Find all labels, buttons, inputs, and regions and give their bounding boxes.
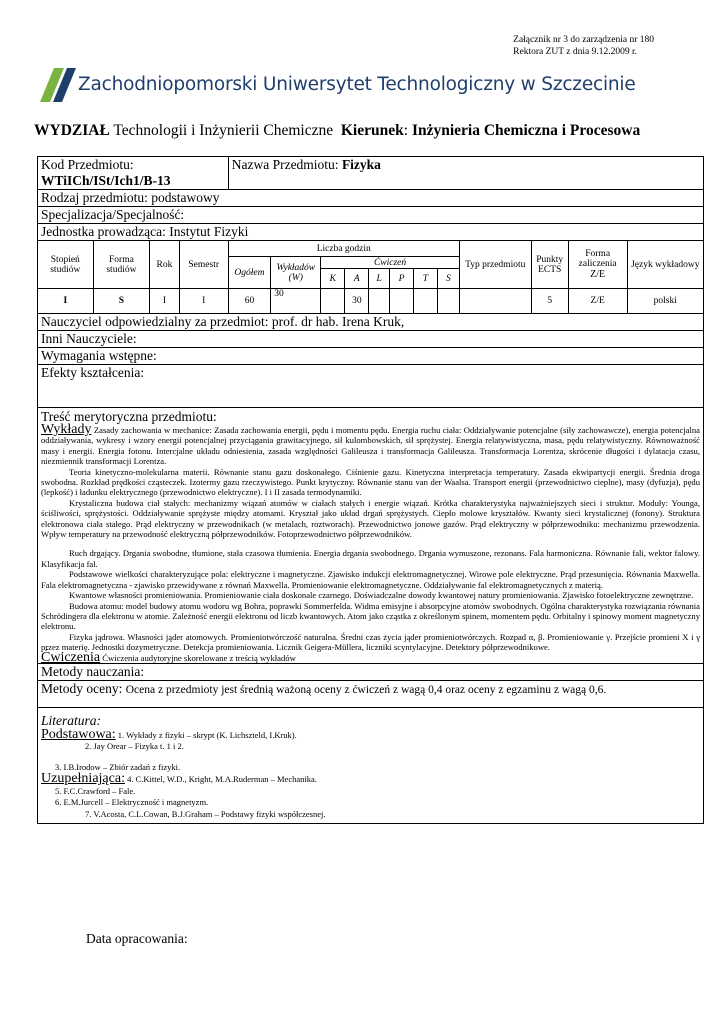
supp-item-4: 4. C.Kittel, W.D., Kright, M.A.Ruderman – Mechanika. — [127, 774, 317, 785]
hdr-credit-label: Forma zaliczenia — [578, 249, 617, 269]
hdr-exercises: Ćwiczeń — [321, 257, 459, 269]
annex-line-1: Załącznik nr 3 do zarządzenia nr 180 — [513, 35, 654, 45]
paragraph-3: Krystaliczna budowa ciał stałych: mechanizmy wiązań atomów w ciałach stałych i energie wiązań. Krótka charakterystyka najważniejszych sieci i struktur. Moduły: Younga, ściśliwości, sprężystości. Oddziaływanie sprężyste między atomami. Kryształ jako układ drgań sprężystych. Ciepło molowe kryształów. Kwanty sieci krystalicznej (fonony). Struktura elektronowa ciała stałego. Prąd elektryczny w przewodnikach (w metalach, roztworach). Przewodnictwo jonowe gazów. Prąd elektryczny w półprzewodniku: mechanizmu przewodzenia. Wpływ temperatury na przewodność elektryczną półprzewodników. Fotoprzewodnictwo półprzewodników. — [41, 497, 700, 540]
exercises-text: Ćwiczenia audytoryjne skorelowane z treścią wykładów — [102, 652, 296, 663]
learning-outcomes: Efekty kształcenia: — [38, 365, 704, 408]
paragraph-7: Budowa atomu: model budowy atomu wodoru wg Bohra, poprawki Sommerfelda. Widma emisyjne i absorpcyjne atomów swobodnych. Ogólna charakterystyka rozwiązania równania Schrödingera dla elektronu w atomie. Zależność energii elektronu od liczb kwantowych. Atom jako cząstka z określonym spinem, momentem pędu. Orbitalny i spinowy moment magnetyczny elektronu. — [41, 600, 700, 632]
val-level: I — [38, 289, 94, 314]
course-name-label: Nazwa Przedmiotu: — [231, 157, 339, 172]
val-credit: Z/E — [568, 289, 627, 314]
val-semester: I — [179, 289, 228, 314]
university-logo-icon — [40, 68, 76, 102]
val-form: S — [93, 289, 150, 314]
course-code-label: Kod Przedmiotu: — [41, 157, 134, 172]
val-s — [437, 289, 459, 314]
hdr-year: Rok — [150, 241, 179, 289]
val-a: 30 — [345, 289, 369, 314]
val-lectures: 30 — [271, 289, 321, 314]
content-cell — [38, 408, 704, 664]
specialization: Specjalizacja/Specjalność: — [38, 207, 704, 224]
course-code-value: WTiICh/ISt/Ich1/B-13 — [41, 173, 171, 188]
hdr-level: Stopień studiów — [38, 241, 94, 289]
paragraph-1: Zasady zachowania w mechanice: Zasada zachowania energii, pędu i momentu pędu. Energia ruchu ciała: Oddziaływanie potencjalne (siły zachowawcze), energia potencjalna oddziaływania, wykresy i wzory energii potencjalnej przyciągania grawitacyjnego, sił kulombowskich, sił sprężystej. Energia relatywistyczna, masa, pędu relatywistyczny. Równoważność masy i energii. Energia fotonu. Intercjalne układu odniesienia, zasada względności Galileusza i transformacja Galileusza. Transformacja Lorentza, skrócenie długości i dylatacja czasu, niezmiennik transformacji Lorentza. — [41, 425, 700, 467]
basic-item-3: 3. I.B.Irodow – Zbiór zadań z fizyki. — [55, 761, 181, 772]
hdr-ects: Punkty ECTS — [531, 241, 568, 289]
hdr-lectures: Wykładów (W) — [271, 257, 321, 289]
paragraph-5: Podstawowe wielkości charakteryzujące pola: elektryczne i magnetyczne. Zjawisko indukcji elektromagnetycznej. Wirowe pole elektryczne. Prąd przesunięcia. Równania Maxwella. Fala elektromagnetyczna - zjawisko przewidywane z równań Maxwella. Promieniowanie elektromagnetyczne. Oddziaływanie fal elektromagnetycznych z materią. — [41, 569, 700, 590]
supp-item-7: 7. V.Acosta, C.L.Cowan, B.J.Graham – Podstawy fizyki współczesnej. — [85, 808, 326, 819]
hdr-a: A — [345, 269, 369, 289]
course-name-value: Fizyka — [341, 157, 381, 172]
faculty-label: WYDZIAŁ — [34, 122, 110, 139]
assessment-text: Ocena z przedmioty jest średnią ważoną oceny z ćwiczeń z wagą 0,4 oraz oceny z egzaminu z wagą 0,6. — [125, 683, 607, 696]
hdr-credit — [568, 241, 627, 289]
paragraph-4: Ruch drgający. Drgania swobodne, tłumione, stała czasowa tłumienia. Energia drgania swobodnego. Drgania wymuszone, rezonans. Fala harmoniczna. Równanie fali, wektor falowy. Klasyfikacja fal. — [41, 548, 700, 569]
hdr-k: K — [321, 269, 345, 289]
val-year: I — [150, 289, 179, 314]
other-teachers: Inni Nauczyciele: — [38, 331, 704, 348]
supp-item-6: 6. E.M.Jurcell – Elektryczność i magnetyzm. — [55, 797, 209, 808]
course-type: Rodzaj przedmiotu: podstawowy — [38, 190, 704, 207]
val-type — [459, 289, 531, 314]
faculty-line: WYDZIAŁ Technologii i Inżynierii Chemiczne Kierunek: Inżynieria Chemiczna i Procesowa — [34, 122, 641, 139]
lectures-label: Wykłady — [41, 422, 92, 437]
course-name-cell — [228, 157, 703, 190]
hdr-credit-ze: Z/E — [590, 269, 606, 280]
unit: Jednostka prowadząca: Instytut Fizyki — [38, 224, 704, 241]
basic-item-1: 1. Wykłady z fizyki – skrypt (K. Lichszteld, I.Kruk). — [117, 729, 297, 740]
assessment-cell — [38, 680, 704, 707]
hdr-l: L — [369, 269, 390, 289]
paragraph-6: Kwantowe własności promieniowania. Promieniowanie ciała doskonale czarnego. Doświadczalne dowody kwantowej natury promieniowania. Zjawisko fotoelektryczne zewnętrzne. — [69, 590, 694, 601]
hdr-total: Ogółem — [228, 257, 271, 289]
teaching-methods: Metody nauczania: — [38, 663, 704, 680]
major-label: Kierunek — [340, 122, 404, 139]
val-l — [369, 289, 390, 314]
course-code-cell — [38, 157, 229, 190]
exercises-label: Ćwiczenia — [41, 649, 101, 665]
val-p — [390, 289, 414, 314]
basic-label: Podstawowa: — [41, 726, 116, 742]
supp-item-5: 5. F.C.Crawford – Fale. — [55, 785, 136, 796]
literature-cell — [38, 707, 704, 824]
hdr-form: Forma studiów — [93, 241, 150, 289]
paragraph-8: Fizyka jądrowa. Własności jąder atomowych. Promieniotwórczość naturalna. Średni czas życia jąder promieniotwórczych. Rozpad α, β. Promieniowanie γ. Przejście promieni X i γ przez materię. Jednostki dozymetryczne. Detekcja promieniowania. Licznik Geigera-Müllera, liczniki scyntylacyjne. Detektory półprzewodnikowe. — [41, 631, 700, 653]
hdr-semester: Semestr — [179, 241, 228, 289]
hdr-p: P — [390, 269, 414, 289]
val-ects: 5 — [531, 289, 568, 314]
teacher: Nauczyciel odpowiedzialny za przedmiot: prof. dr hab. Irena Kruk, — [38, 314, 704, 331]
major-name: Inżynieria Chemiczna i Procesowa — [411, 122, 641, 139]
hdr-type: Typ przedmiotu — [459, 241, 531, 289]
annex-note — [513, 34, 654, 58]
hdr-s: S — [437, 269, 459, 289]
val-language: polski — [627, 289, 703, 314]
faculty-name: Technologii i Inżynierii Chemiczne — [113, 122, 334, 139]
syllabus-table — [37, 156, 704, 824]
paragraph-2: Teoria kinetyczno-molekularna materii. Równanie stanu gazu doskonałego. Ciśnienie gazu. Kinetyczna interpretacja temperatury. Zasada ekwipartycji energii. Średnia droga swobodna. Rozkład prędkości cząsteczek. Izotermy gazu rzeczywistego. Punkt krytyczny. Równanie stanu van der Waalsa. Transport energii (przewodnictwo cieplne), masy (dyfuzja), pędu (lepkość) i ładunku elektrycznego (przewodnictwo elektryczne). I i II zasada termodynamiki. — [41, 466, 700, 498]
content-body — [41, 422, 700, 665]
val-t — [413, 289, 437, 314]
annex-line-2: Rektora ZUT z dnia 9.12.2009 r. — [513, 47, 637, 57]
basic-literature — [41, 726, 700, 821]
supplementary-label: Uzupełniająca: — [41, 771, 125, 787]
hdr-hours: Liczba godzin — [228, 241, 459, 257]
val-k — [321, 289, 345, 314]
val-total: 60 — [228, 289, 271, 314]
prerequisites: Wymagania wstępne: — [38, 348, 704, 365]
basic-item-2: 2. Jay Orear – Fizyka t. 1 i 2. — [85, 741, 184, 752]
hdr-language: Język wykładowy — [627, 241, 703, 289]
assessment-label: Metody oceny: — [41, 680, 123, 696]
preparation-date: Data opracowania: — [86, 931, 188, 946]
content-heading: Treść merytoryczna przedmiotu: — [41, 409, 217, 424]
hdr-t: T — [413, 269, 437, 289]
university-name: Zachodniopomorski Uniwersytet Technologiczny w Szczecinie — [78, 74, 636, 95]
literature-heading: Literatura: — [41, 712, 102, 728]
